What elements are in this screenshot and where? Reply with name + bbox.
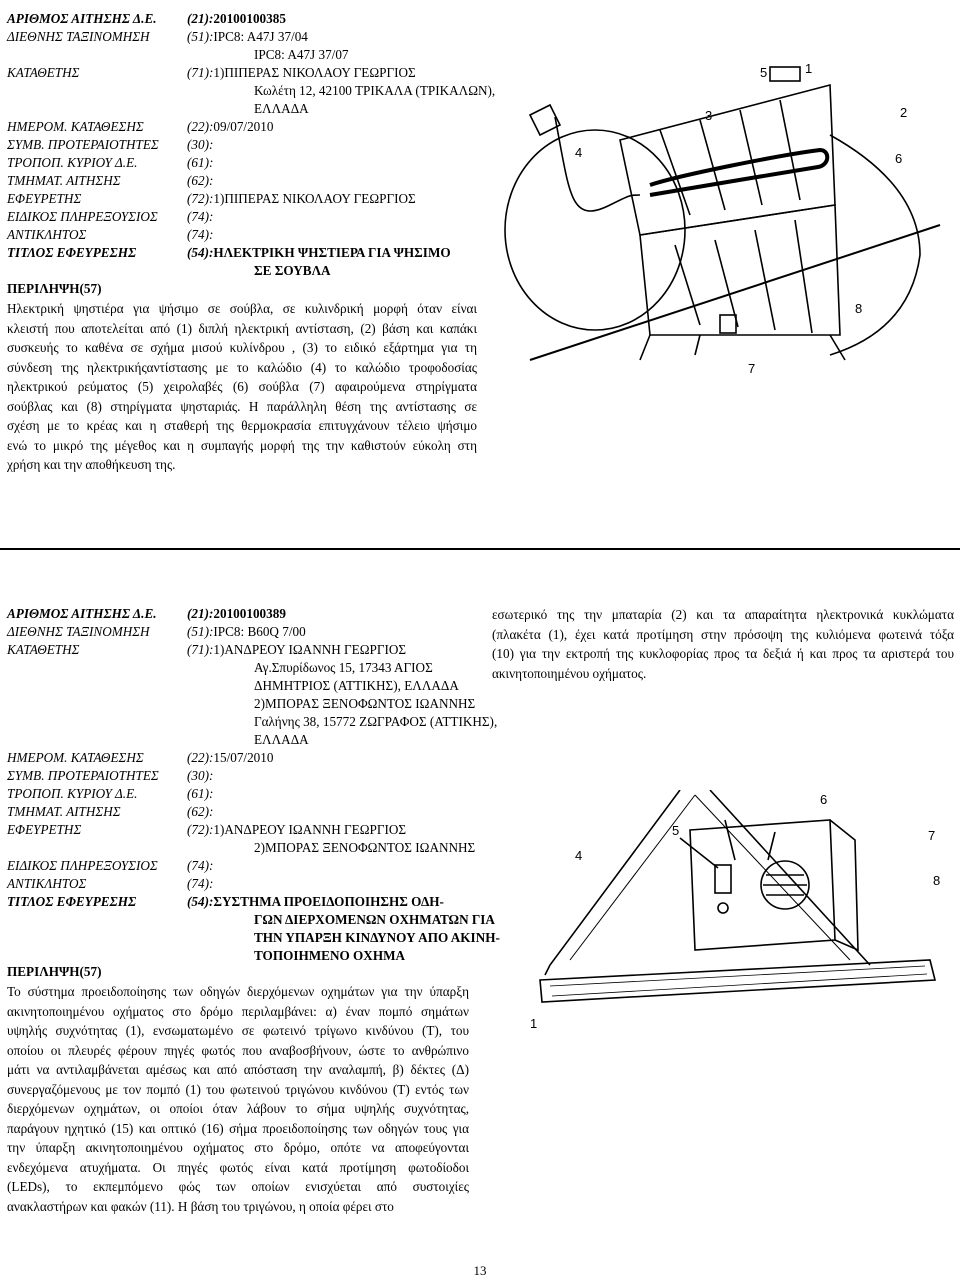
- abstract-line: οποίου οι πλευρές φέρουν πηγές φωτός που αναβοσβήνουν, ώστε το ανθρώπινο: [7, 1042, 469, 1058]
- field-text: 1)ΠΙΠΕΡΑΣ ΝΙΚΟΛΑΟΥ ΓΕΩΡΓΙΟΣ: [213, 65, 416, 80]
- field-value: [187, 10, 286, 28]
- field-row: [7, 911, 495, 929]
- field-row: [7, 262, 477, 280]
- field-continuation: ΕΛΛΑΔΑ: [254, 732, 309, 747]
- field-continuation: Κωλέτη 12, 42100 ΤΡΙΚΑΛΑ (ΤΡΙΚΑΛΩΝ),: [254, 83, 496, 98]
- field-value: [187, 785, 213, 803]
- field-row: [7, 64, 477, 82]
- abstract-line: (πλακέτα (1), έχει κατά προτίμηση στην πρόσοψη της κυλιόμενα φωτεινά τόξα: [492, 626, 954, 642]
- field-code: (62):: [187, 173, 214, 188]
- abstract-line: εσωτερικό της την μπαταρία (2) και τα απαραίτητα ηλεκτρονικά κυκλώματα: [492, 607, 954, 622]
- field-row: [7, 785, 477, 803]
- abstract-heading: ΠΕΡΙΛΗΨΗ(57): [7, 281, 102, 296]
- field-text: 1)ΠΙΠΕΡΑΣ ΝΙΚΟΛΑΟΥ ΓΕΩΡΓΙΟΣ: [213, 191, 416, 206]
- field-code: (30):: [187, 137, 214, 152]
- abstract-line: συνεργαζόμενους με τον πομπό (1) του φωτεινού τριγώνου κινδύνου (Τ) εντός των: [7, 1081, 469, 1097]
- field-code: (74):: [187, 858, 214, 873]
- field-continuation: 2)ΜΠΟΡΑΣ ΞΕΝΟΦΩΝΤΟΣ ΙΩΑΝΝΗΣ: [254, 840, 476, 855]
- field-text: ΗΛΕΚΤΡΙΚΗ ΨΗΣΤΙΕΡΑ ΓΙΑ ΨΗΣΙΜΟ: [213, 245, 451, 260]
- fig2-label: 6: [820, 792, 828, 807]
- abstract-line: κλειστή που αποτελείται από (1) διπλή ηλεκτρική αντίσταση, (2) βάση και καπάκι: [7, 320, 477, 336]
- fig2-label: 5: [672, 823, 680, 838]
- abstract-line: υψηλής συχνότητας (1), ενσωματωμένο σε φωτεινό τρίγωνο κινδύνου (Τ), του: [7, 1023, 469, 1038]
- field-row: [7, 100, 477, 118]
- field-continuation: ΤΗΝ ΥΠΑΡΞΗ ΚΙΝΔΥΝΟΥ ΑΠΟ ΑΚΙΝΗ-: [254, 930, 500, 945]
- field-row: [7, 767, 477, 785]
- field-code: (54):: [187, 894, 214, 909]
- field-value: [187, 893, 444, 911]
- abstract-line: ανακλαστήρων και φακών (11). Η βάση του τριγώνου, η οποία φέρει στο: [7, 1198, 394, 1214]
- fig1-label: 2: [900, 105, 908, 120]
- field-value: [187, 28, 308, 46]
- field-label: ΤΙΤΛΟΣ ΕΦΕΥΡΕΣΗΣ: [7, 894, 137, 909]
- fig1-label: 3: [705, 108, 713, 123]
- field-continuation: ΤΟΠΟΙΗΜΕΝΟ ΟΧΗΜΑ: [254, 948, 406, 963]
- field-text: 1)ΑΝΔΡΕΟΥ ΙΩΑΝΝΗ ΓΕΩΡΓΙΟΣ: [213, 642, 407, 657]
- field-value: [187, 623, 306, 641]
- field-code: (74):: [187, 227, 214, 242]
- field-text: 1)ΑΝΔΡΕΟΥ ΙΩΑΝΝΗ ΓΕΩΡΓΙΟΣ: [213, 822, 407, 837]
- field-row: [7, 677, 477, 695]
- field-value: [187, 154, 213, 172]
- abstract-line: συσκευής το καθένα σε σχήμα μισού κυλίνδρου , (3) το ειδικό εξάρτημα για τη: [7, 340, 477, 355]
- field-label: ΤΜΗΜΑΤ. ΑΙΤΗΣΗΣ: [7, 173, 121, 188]
- abstract-line: διερχόμενων οχημάτων, οι οποίοι όταν λάβουν το σήμα υψηλής συχνότητας,: [7, 1101, 469, 1116]
- field-row: [7, 118, 477, 136]
- field-row: [7, 659, 477, 677]
- field-row: [7, 821, 477, 839]
- abstract-line: ενδεχόμενα ατυχήματα. Οι πηγές φωτός είναι κατά προτίμηση φωτοδίοδοι: [7, 1159, 469, 1175]
- record-2-abstract-continued: [492, 605, 954, 683]
- field-code: (71):: [187, 65, 214, 80]
- field-row: [7, 10, 477, 28]
- field-row: [7, 226, 477, 244]
- record-2-abstract: [7, 963, 469, 1216]
- field-code: (74):: [187, 209, 214, 224]
- field-code: (72):: [187, 822, 214, 837]
- fig2-label: 8: [933, 873, 941, 888]
- field-code: (51):: [187, 29, 214, 44]
- field-row: [7, 875, 477, 893]
- field-row: [7, 803, 477, 821]
- field-label: ΚΑΤΑΘΕΤΗΣ: [7, 65, 80, 80]
- field-code: (54):: [187, 245, 214, 260]
- fig1-label: 8: [855, 301, 863, 316]
- field-continuation: Γαλήνης 38, 15772 ΖΩΓΡΑΦΟΣ (ΑΤΤΙΚΗΣ),: [254, 714, 498, 729]
- field-label: ΑΡΙΘΜΟΣ ΑΙΤΗΣΗΣ Δ.Ε.: [7, 606, 157, 621]
- field-continuation: IPC8: A47J 37/07: [254, 47, 349, 62]
- field-label: ΚΑΤΑΘΕΤΗΣ: [7, 642, 80, 657]
- fig1-label: 5: [760, 65, 768, 80]
- field-continuation: ΕΛΛΑΔΑ: [254, 101, 309, 116]
- field-value: [187, 136, 213, 154]
- field-code: (62):: [187, 804, 214, 819]
- abstract-line: (10) για την εκτροπή της κυκλοφορίας προς τα δεξιά ή και προς τα αριστερά του: [492, 646, 954, 661]
- field-label: ΑΝΤΙΚΛΗΤΟΣ: [7, 227, 87, 242]
- field-continuation: ΣΕ ΣΟΥΒΛΑ: [254, 263, 331, 278]
- field-row: [7, 46, 477, 64]
- record-2-fields: [7, 605, 500, 965]
- triangle-device-figure: [530, 790, 950, 1050]
- grill-figure: [500, 55, 960, 385]
- field-text: IPC8: A47J 37/04: [213, 29, 308, 44]
- field-code: (74):: [187, 876, 214, 891]
- field-value: [187, 190, 416, 208]
- field-label: ΕΦΕΥΡΕΤΗΣ: [7, 822, 82, 837]
- field-value: [187, 767, 213, 785]
- abstract-line: σχέση με το κρέας και η σταθερή της θερμοκρασία επιτυγχάνουν τέλειο ψήσιμο: [7, 418, 477, 433]
- fig1-label: 7: [748, 361, 756, 376]
- field-label: ΕΙΔΙΚΟΣ ΠΛΗΡΕΞΟΥΣΙΟΣ: [7, 209, 158, 224]
- field-label: ΑΡΙΘΜΟΣ ΑΙΤΗΣΗΣ Δ.Ε.: [7, 11, 157, 26]
- page-number: 13: [473, 1263, 487, 1278]
- abstract-line: ακινητοποιημένου οχήματος στο δρόμο περιλαμβάνει: α) έναν πομπό σημάτων: [7, 1003, 469, 1019]
- field-row: [7, 893, 477, 911]
- field-row: [7, 136, 477, 154]
- field-continuation: ΔΗΜΗΤΡΙΟΣ (ΑΤΤΙΚΗΣ), ΕΛΛΑΔΑ: [254, 678, 459, 693]
- field-row: [7, 172, 477, 190]
- abstract-line: Το σύστημα προειδοποίησης των οδηγών διερχόμενων οχημάτων για την ύπαρξη: [7, 984, 469, 999]
- field-code: (22):: [187, 750, 214, 765]
- abstract-line: ενώ το μικρό της μέγεθος και η συμπαγής μορφή της την καθιστούν εύκολη στη: [7, 437, 477, 453]
- field-text: 20100100385: [213, 11, 286, 26]
- field-row: [7, 641, 477, 659]
- field-label: ΣΥΜΒ. ΠΡΟΤΕΡΑΙΟΤΗΤΕΣ: [7, 137, 159, 152]
- field-row: [7, 731, 477, 749]
- field-row: [7, 623, 477, 641]
- record-separator: [0, 548, 960, 550]
- field-continuation: ΓΩΝ ΔΙΕΡΧΟΜΕΝΩΝ ΟΧΗΜΑΤΩΝ ΓΙΑ: [254, 912, 495, 927]
- abstract-line: παράγουν ηχητικό (15) και οπτικό (16) σήμα προειδοποίησης των οδηγών τους για: [7, 1120, 469, 1136]
- field-row: [7, 208, 477, 226]
- field-code: (30):: [187, 768, 214, 783]
- field-code: (22):: [187, 119, 214, 134]
- field-value: [187, 875, 213, 893]
- fig2-label: 4: [575, 848, 583, 863]
- abstract-heading: ΠΕΡΙΛΗΨΗ(57): [7, 964, 102, 979]
- field-code: (72):: [187, 191, 214, 206]
- field-value: [187, 64, 416, 82]
- abstract-line: (LEDs), το εκπεμπόμενο φώς των οποίων ενισχύεται από συστοιχίες: [7, 1179, 469, 1194]
- fig2-label: 1: [530, 1016, 538, 1031]
- field-row: [7, 244, 477, 262]
- abstract-line: Ηλεκτρική ψηστιέρα για ψήσιμο σε σούβλα, σε κυλινδρική μορφή όταν είναι: [7, 301, 477, 316]
- field-row: [7, 190, 477, 208]
- field-label: ΗΜΕΡΟΜ. ΚΑΤΑΘΕΣΗΣ: [7, 750, 144, 765]
- field-label: ΤΜΗΜΑΤ. ΑΙΤΗΣΗΣ: [7, 804, 121, 819]
- abstract-line: μάτι να αντιλαμβάνεται αμέσως και από απόσταση την αναλαμπή, β) δέκτες (Δ): [7, 1062, 469, 1077]
- abstract-line: σύνδεση της ηλεκτρικήςαντίστασης με το καλώδιο (4) το καλώδιο τροφοδοσίας: [7, 359, 477, 375]
- field-code: (51):: [187, 624, 214, 639]
- field-code: (61):: [187, 786, 214, 801]
- fig1-label: 1: [805, 61, 813, 76]
- field-label: ΔΙΕΘΝΗΣ ΤΑΞΙΝΟΜΗΣΗ: [7, 29, 150, 44]
- fig1-label: 4: [575, 145, 583, 160]
- field-row: [7, 82, 496, 100]
- field-value: [187, 641, 406, 659]
- field-value: [187, 118, 273, 136]
- field-row: [7, 28, 477, 46]
- field-row: [7, 839, 477, 857]
- field-label: ΗΜΕΡΟΜ. ΚΑΤΑΘΕΣΗΣ: [7, 119, 144, 134]
- abstract-line: ακινητοποιημένου οχήματος.: [492, 665, 647, 681]
- field-value: [187, 605, 286, 623]
- abstract-line: την ύπαρξη ακινητοποιημένου οχήματος στο δρόμο, οπότε να αποφεύγονται: [7, 1140, 469, 1155]
- field-code: (21):: [187, 11, 214, 26]
- field-text: 15/07/2010: [213, 750, 274, 765]
- record-1-abstract: [7, 280, 477, 475]
- field-value: [187, 226, 213, 244]
- record-1-fields: [7, 10, 496, 280]
- field-label: ΣΥΜΒ. ΠΡΟΤΕΡΑΙΟΤΗΤΕΣ: [7, 768, 159, 783]
- field-label: ΕΦΕΥΡΕΤΗΣ: [7, 191, 82, 206]
- field-row: [7, 695, 477, 713]
- abstract-line: χρήση και την αποθήκευση της.: [7, 457, 176, 472]
- field-label: ΕΙΔΙΚΟΣ ΠΛΗΡΕΞΟΥΣΙΟΣ: [7, 858, 158, 873]
- field-code: (61):: [187, 155, 214, 170]
- field-text: 20100100389: [213, 606, 286, 621]
- fig2-label: 7: [928, 828, 936, 843]
- field-continuation: Αγ.Σπυρίδωνος 15, 17343 ΑΓΙΟΣ: [254, 660, 433, 675]
- field-label: ΑΝΤΙΚΛΗΤΟΣ: [7, 876, 87, 891]
- field-row: [7, 154, 477, 172]
- field-value: [187, 749, 273, 767]
- field-text: IPC8: B60Q 7/00: [213, 624, 306, 639]
- field-row: [7, 605, 477, 623]
- field-code: (71):: [187, 642, 214, 657]
- field-label: ΤΡΟΠΟΠ. ΚΥΡΙΟΥ Δ.Ε.: [7, 155, 138, 170]
- field-row: [7, 929, 500, 947]
- fig1-label: 6: [895, 151, 903, 166]
- field-row: [7, 857, 477, 875]
- field-code: (21):: [187, 606, 214, 621]
- field-text: 09/07/2010: [213, 119, 274, 134]
- field-label: ΤΙΤΛΟΣ ΕΦΕΥΡΕΣΗΣ: [7, 245, 137, 260]
- field-row: [7, 713, 498, 731]
- field-label: ΤΡΟΠΟΠ. ΚΥΡΙΟΥ Δ.Ε.: [7, 786, 138, 801]
- field-row: [7, 749, 477, 767]
- field-value: [187, 244, 451, 262]
- abstract-line: σούβλας και (8) στηρίγματα ψησταριάς. Η παράλληλη θέση της αντίστασης σε: [7, 398, 477, 414]
- abstract-line: ηλεκτρικού ρεύματος (5) χειρολαβές (6) σούβλα (7) αφαιρούμενα στηρίγματα: [7, 379, 477, 394]
- field-value: [187, 821, 406, 839]
- field-value: [187, 857, 213, 875]
- field-continuation: 2)ΜΠΟΡΑΣ ΞΕΝΟΦΩΝΤΟΣ ΙΩΑΝΝΗΣ: [254, 696, 476, 711]
- field-value: [187, 803, 213, 821]
- field-text: ΣΥΣΤΗΜΑ ΠΡΟΕΙΔΟΠΟΙΗΣΗΣ ΟΔΗ-: [213, 894, 444, 909]
- field-value: [187, 172, 213, 190]
- field-value: [187, 208, 213, 226]
- field-label: ΔΙΕΘΝΗΣ ΤΑΞΙΝΟΜΗΣΗ: [7, 624, 150, 639]
